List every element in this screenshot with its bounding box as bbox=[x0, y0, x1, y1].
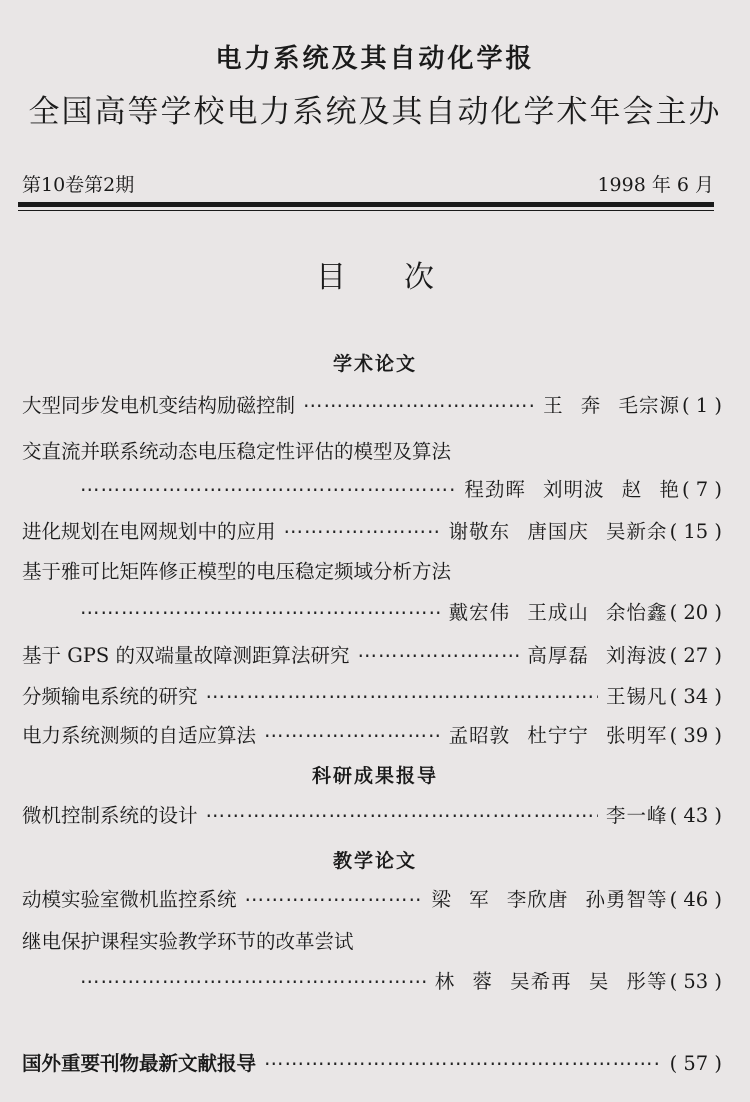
toc-entry[interactable] bbox=[22, 390, 722, 418]
leader-dots bbox=[303, 394, 535, 417]
entry-page: ( 53 ) bbox=[669, 970, 722, 993]
entry-page: ( 27 ) bbox=[669, 644, 722, 667]
toc-entry-continuation[interactable] bbox=[80, 597, 722, 625]
entry-title: 基于雅可比矩阵修正模型的电压稳定频域分析方法 bbox=[22, 560, 452, 583]
toc-entry[interactable] bbox=[22, 884, 722, 912]
entry-page: ( 34 ) bbox=[669, 685, 722, 708]
toc-entry[interactable] bbox=[22, 720, 722, 748]
toc-entry[interactable] bbox=[22, 926, 722, 954]
leader-dots bbox=[80, 601, 441, 624]
entry-authors: 李一峰 bbox=[606, 804, 668, 827]
entry-page: ( 7 ) bbox=[681, 478, 722, 501]
leader-dots bbox=[80, 970, 427, 993]
entry-authors: 程劲晖 刘明波 赵 艳 bbox=[464, 478, 680, 501]
leader-dots bbox=[284, 520, 441, 543]
entry-authors: 孟昭敦 杜宁宁 张明军 bbox=[448, 724, 668, 747]
entry-authors: 王 奔 毛宗源 bbox=[543, 394, 680, 417]
toc-entry[interactable] bbox=[22, 436, 722, 464]
toc-entry[interactable] bbox=[22, 800, 722, 828]
toc-entry[interactable] bbox=[22, 640, 722, 668]
toc-entry-continuation[interactable] bbox=[80, 966, 722, 994]
entry-title: 电力系统测频的自适应算法 bbox=[22, 724, 257, 747]
leader-dots bbox=[245, 888, 424, 911]
leader-dots bbox=[264, 724, 441, 747]
section-teaching: 教学论文 bbox=[332, 850, 417, 872]
issue-number: 第10卷第2期 bbox=[22, 174, 135, 196]
toc-entry[interactable] bbox=[22, 556, 722, 584]
entry-title: 动模实验室微机监控系统 bbox=[22, 888, 237, 911]
header-rule-thick bbox=[18, 202, 714, 207]
toc-title: 目次 bbox=[316, 260, 492, 295]
toc-entry-continuation[interactable] bbox=[80, 474, 722, 502]
entry-authors: 谢敬东 唐国庆 吴新余 bbox=[448, 520, 668, 543]
journal-title: 电力系统及其自动化学报 bbox=[215, 44, 535, 74]
entry-authors: 戴宏伟 王成山 余怡鑫 bbox=[448, 601, 668, 624]
sponsor-line: 全国高等学校电力系统及其自动化学术年会主办 bbox=[28, 94, 722, 130]
entry-title: 进化规划在电网规划中的应用 bbox=[22, 520, 276, 543]
entry-title: 国外重要刊物最新文献报导 bbox=[22, 1052, 257, 1075]
entry-authors: 梁 军 李欣唐 孙勇智等 bbox=[431, 888, 668, 911]
toc-entry[interactable] bbox=[22, 681, 722, 709]
entry-title: 基于 GPS 的双端量故障测距算法研究 bbox=[22, 644, 350, 667]
leader-dots bbox=[357, 644, 519, 667]
entry-page: ( 43 ) bbox=[669, 804, 722, 827]
entry-page: ( 1 ) bbox=[681, 394, 722, 417]
entry-page: ( 15 ) bbox=[669, 520, 722, 543]
issue-date: 1998 年 6 月 bbox=[597, 174, 714, 196]
entry-title: 继电保护课程实验教学环节的改革尝试 bbox=[22, 930, 354, 953]
entry-page: ( 20 ) bbox=[669, 601, 722, 624]
entry-page: ( 57 ) bbox=[669, 1052, 722, 1075]
entry-authors: 高厚磊 刘海波 bbox=[527, 644, 668, 667]
entry-title: 微机控制系统的设计 bbox=[22, 804, 198, 827]
section-research: 科研成果报导 bbox=[311, 765, 438, 787]
toc-entry[interactable] bbox=[22, 516, 722, 544]
entry-authors: 王锡凡 bbox=[606, 685, 668, 708]
header-rule-thin bbox=[18, 210, 714, 211]
section-academic: 学术论文 bbox=[332, 353, 417, 375]
leader-dots bbox=[80, 478, 456, 501]
toc-entry[interactable] bbox=[22, 1048, 722, 1076]
entry-title: 分频输电系统的研究 bbox=[22, 685, 198, 708]
leader-dots bbox=[206, 804, 599, 827]
leader-dots bbox=[206, 685, 599, 708]
entry-page: ( 39 ) bbox=[669, 724, 722, 747]
entry-title: 交直流并联系统动态电压稳定性评估的模型及算法 bbox=[22, 440, 452, 463]
entry-title: 大型同步发电机变结构励磁控制 bbox=[22, 394, 296, 417]
leader-dots bbox=[264, 1052, 660, 1075]
entry-authors: 林 蓉 吴希再 吴 彤等 bbox=[434, 970, 668, 993]
entry-page: ( 46 ) bbox=[669, 888, 722, 911]
